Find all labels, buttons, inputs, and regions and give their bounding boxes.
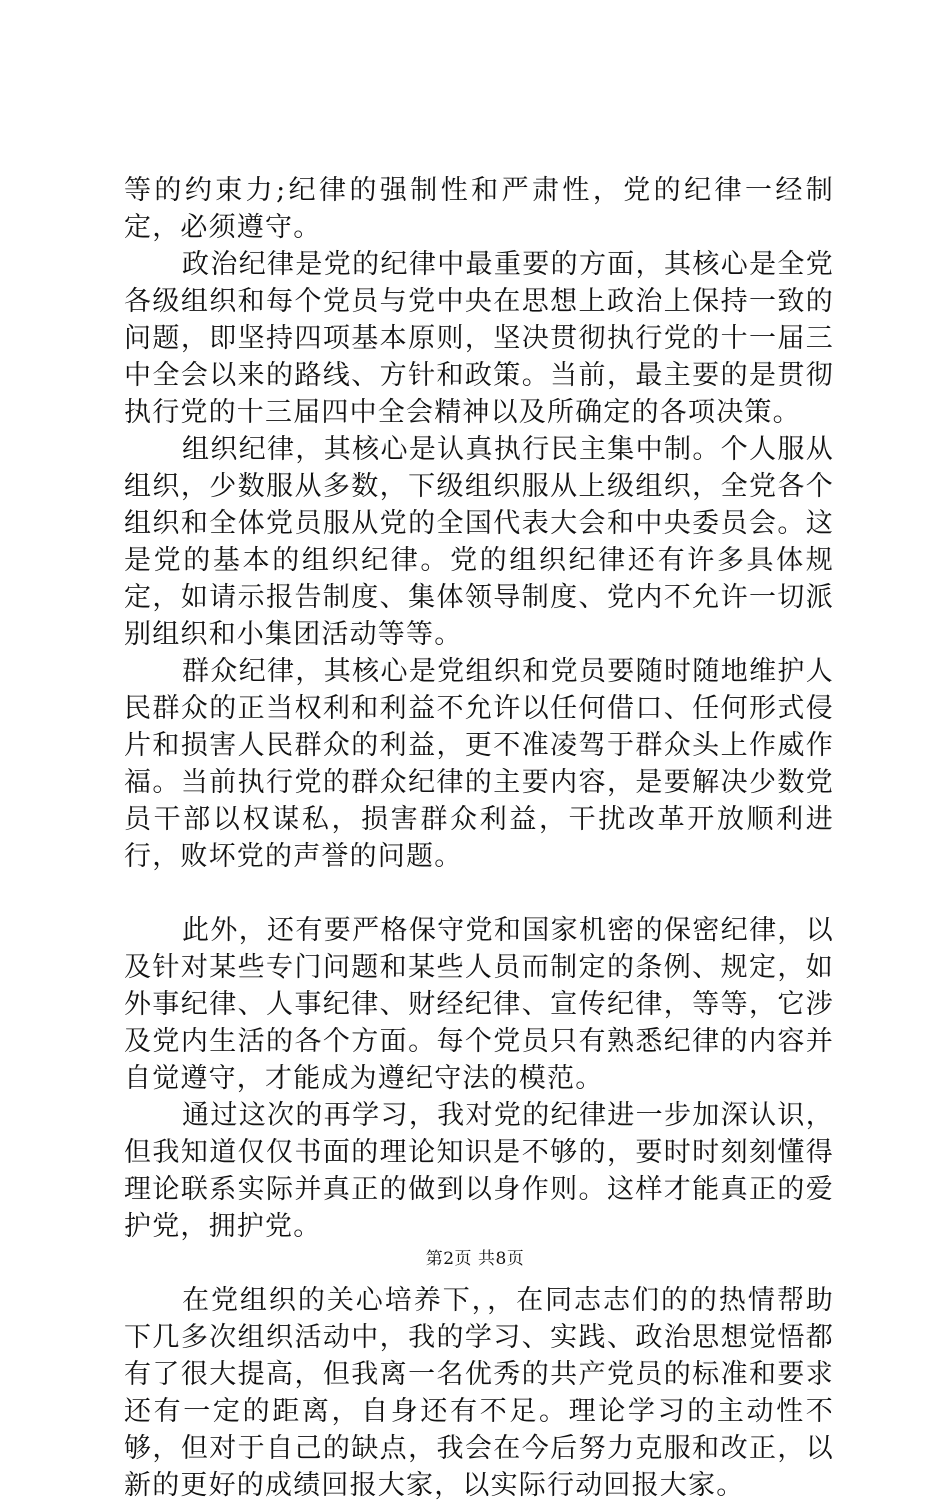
paragraph-3: 组织纪律，其核心是认真执行民主集中制。个人服从组织，少数服从多数，下级组织服从上级组织，全党各个组织和全体党员服从党的全国代表大会和中央委员会。这是党的基本的组织纪律。党的组织纪律还有许多具体规定，如请示报告制度、集体领导制度、党内不允许一切派别组织和小集团活动等等。 bbox=[124, 434, 834, 650]
paragraph-1: 等的约束力;纪律的强制性和严肃性，党的纪律一经制定，必须遵守。 bbox=[124, 175, 834, 243]
paragraph-6: 通过这次的再学习，我对党的纪律进一步加深认识，但我知道仅仅书面的理论知识是不够的，要时时刻刻懂得理论联系实际并真正的做到以身作则。这样才能真正的爱护党，拥护党。 bbox=[124, 1100, 834, 1242]
document-body bbox=[124, 172, 834, 1504]
paragraph-5: 此外，还有要严格保守党和国家机密的保密纪律，以及针对某些专门问题和某些人员而制定的条例、规定，如外事纪律、人事纪律、财经纪律、宣传纪律，等等，它涉及党内生活的各个方面。每个党员只有熟悉纪律的内容并自觉遵守，才能成为遵纪守法的模范。 bbox=[124, 915, 834, 1094]
paragraph-7: 在党组织的关心培养下，，在同志志们的的热情帮助下几多次组织活动中，我的学习、实践、政治思想觉悟都有了很大提高，但我离一名优秀的共产党员的标准和要求还有一定的距离，自身还有不足。理论学习的主动性不够，但对于自己的缺点，我会在今后努力克服和改正，以新的更好的成绩回报大家，以实际行动回报大家。 bbox=[124, 1285, 834, 1501]
paragraph-2: 政治纪律是党的纪律中最重要的方面，其核心是全党各级组织和每个党员与党中央在思想上政治上保持一致的问题，即坚持四项基本原则，坚决贯彻执行党的十一届三中全会以来的路线、方针和政策。当前，最主要的是贯彻执行党的十三届四中全会精神以及所确定的各项决策。 bbox=[124, 249, 834, 428]
paragraph-4: 群众纪律，其核心是党组织和党员要随时随地维护人民群众的正当权利和利益不允许以任何借口、任何形式侵片和损害人民群众的利益，更不准凌驾于群众头上作威作福。当前执行党的群众纪律的主要内容，是要解决少数党员干部以权谋私，损害群众利益，干扰改革开放顺利进行，败坏党的声誉的问题。 bbox=[124, 656, 834, 872]
page-footer: 第2页 共8页 bbox=[425, 1249, 525, 1269]
